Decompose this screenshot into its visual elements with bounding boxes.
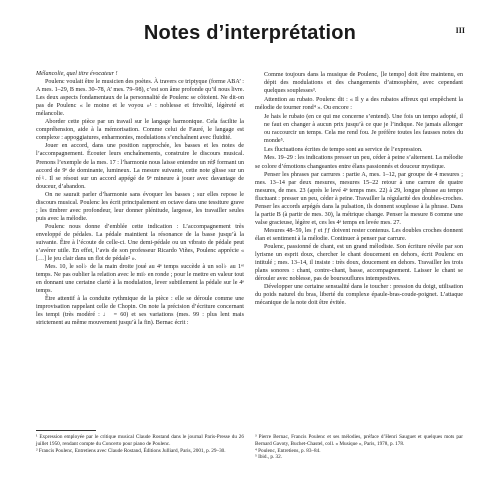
footnote: ⁴ Poulenc, Entretiens, p. 83–84. — [255, 447, 321, 454]
footnotes-left — [36, 430, 244, 454]
block-quote: Comme toujours dans la musique de Poulenc, [le tempo] doit être maintenu, en dépit des modulations et des changements d’atmosphère, avec cependant quelques souplesses³. — [264, 72, 463, 95]
right-text-column — [255, 70, 463, 307]
paragraph: Être attentif à la conduite rythmique de la pièce : elle se déroule comme une improvisation rappelant celle de Chopin. On note la précision d’écriture concernant les tempi (très modéré : ♩ = 60) et ses variations (mes. 99 : plus lent mais strictement au même mouvement jusqu’à la fin). Bernac écrit : — [36, 296, 244, 327]
paragraph: Attention au rubato. Poulenc dit : « Il y a des rubatos affreux qui empêchent la mélodie de tourner rond⁴ ». Ou encore : — [255, 97, 463, 112]
paragraph: Mes. 10, le sol♭ de la main droite joué au 4ᵉ temps succède à un sol♭ au 1ᵉʳ temps. Ne pas oublier la relation avec le mi♭ en ronde ; pour le mettre en valeur tout en donnant une certaine clarté à la modulation, lever subtilement la pédale sur le 4ᵉ temps. — [36, 264, 244, 295]
paragraph: Développer une certaine sensualité dans le toucher : pression du doigt, utilisation du poids naturel du bras, liberté du complexe épaule-bras-coude-poignet. L’attaque mécanique de la note doit être évitée. — [255, 284, 463, 307]
paragraph: Mes. 19–29 : les indications presser un peu, céder à peine s’alternent. La mélodie se colore d’émotions changeantes entre élans passionnés et douceur mystique. — [255, 155, 463, 170]
paragraph: Poulenc nous donne d’emblée cette indication : L’accompagnement très enveloppé de pédales. La pédale maintient la résonance de la basse jusqu’à la suivante. Être à l’écoute de celle-ci. Une demi-pédale ou un vibrato de pédale peut s’avérer utile. En effet, l’avis de son professeur Ricardo Viñes, Poulenc apprécie « […] le jeu clair dans un flot de pédale² ». — [36, 223, 244, 263]
paragraph: Poulenc, passionné de chant, est un grand mélodiste. Son écriture révèle par son lyrisme un esprit doux, chercher le chant doucement en dehors, écrit Poulenc en intitulé ; mes. 13–14, il insiste : très doux, doucement en dehors. Travailler les trois plans sonores : chant, contre-chant, basse, accompagnement. Laisser le chant se dérouler avec noblesse, pas de boursouflures intempestives. — [255, 243, 463, 283]
footnote: ² Francis Poulenc, Entretiens avec Claude Rostand, Éditions Julliard, Paris, 2001, p. 29–30. — [36, 447, 226, 454]
paragraph: Mélancolie, quel titre évocateur ! — [36, 71, 118, 77]
footnotes-right — [255, 430, 463, 461]
footnote: ¹ Expression employée par le critique musical Claude Rostand dans le journal Paris-Presse du 26 juillet 1950, rendant compte du Concerto pour piano de Poulenc. — [36, 434, 244, 447]
paragraph: Jouer en accord, dans une position rapprochée, les basses et les notes de l’accompagnement. Écouter leurs enchaînements, construire le discours musical. Prenons l’exemple de la mes. 17 : l’harmonie nous laisse entendre un ré♯ formant un accord de 9ᵉ de dominante, lumineux. La mesure suivante, cette note glisse sur un ré♮. Il se résout sur un accord appégé de 9ᵉ mineure à jouer avec davantage de douceur, d’abandon. — [36, 143, 244, 190]
paragraph: Mesures 48–59, les ƒ et ƒƒ doivent rester contenus. Les doubles croches donnent élan et sentiment à la mélodie. Continuer à penser par carrure. — [255, 227, 463, 242]
paragraph: Penser les phrases par carrures : partie A, mes. 1–12, par groupe de 4 mesures ; mes. 13–14 par deux mesures, mesures 15–22 retour à une carrure de quatre mesures, de mes. 23 (après le levé 4ᵉ temps mes. 22) à 29, longue phrase au tempo fluctuant : presser un peu, céder à peine. Travailler la régularité des doubles-croches. Penser les accords arpégés dans la pulsation, ils donnent souplesse à la phrase. Dans la partie B (à partir de mes. 30), la métrique change. Penser la mesure 8 comme une valse gracieuse, légère et, ces les 4ᵉ temps en levée mes. 27. — [255, 171, 463, 226]
footnote-divider — [36, 430, 96, 431]
paragraph: Poulenc voulait être le musicien des poètes. À travers ce triptyque (forme ABA’ : A mes. 1–29, B mes. 30–78, A’ mes. 79–98), c’est son âme profonde qu’il nous livre. Les deux aspects fondamentaux de la personnalité de Poulenc se côtoient. Ne dit-on pas de Poulenc « le moine et le voyou »¹ : noblesse et frivolité, légèreté et mélancolie. — [36, 79, 244, 118]
paragraph: Aborder cette pièce par un travail sur le langage harmonique. Cela facilite la compréhension, aide à la mémorisation. Comme celui de Fauré, le langage est complexe : appoggiatures, enharmonies, modulations s’enchaînent avec fluidité. — [36, 119, 244, 142]
paragraph: On ne saurait parler d’harmonie sans évoquer les basses ; sur elles repose le discours musical. Poulenc les écrit principalement en octave dans une tessiture grave ; les timbrer avec profondeur, leur donner plénitude, largesse, les travailler seules puis avec la mélodie. — [36, 191, 244, 222]
block-quote: Je hais le rubato (en ce qui me concerne s’entend). Une fois un tempo adopté, il ne faut en changer à aucun prix jusqu’à ce que je l’indique. Ne jamais allonger ou raccourcir un temps. Cela me rend fou. Je préfère toutes les fausses notes du monde⁵. — [264, 114, 463, 145]
footnote: ³ Pierre Bernac, Francis Poulenc et ses mélodies, préface d’Henri Sauguet et quelques mots par Bernard Gavoty, Buchet-Chastel, coll. « Musique », Paris, 1978, p. 178. — [255, 434, 463, 447]
left-text-column — [36, 70, 244, 328]
page-title: Notes d’interprétation — [143, 22, 357, 44]
page-number: III — [455, 26, 465, 35]
footnote: ⁵ Ibid., p. 32. — [255, 454, 283, 461]
paragraph: Les fluctuations écrites de tempo sont au service de l’expression. — [264, 147, 423, 154]
